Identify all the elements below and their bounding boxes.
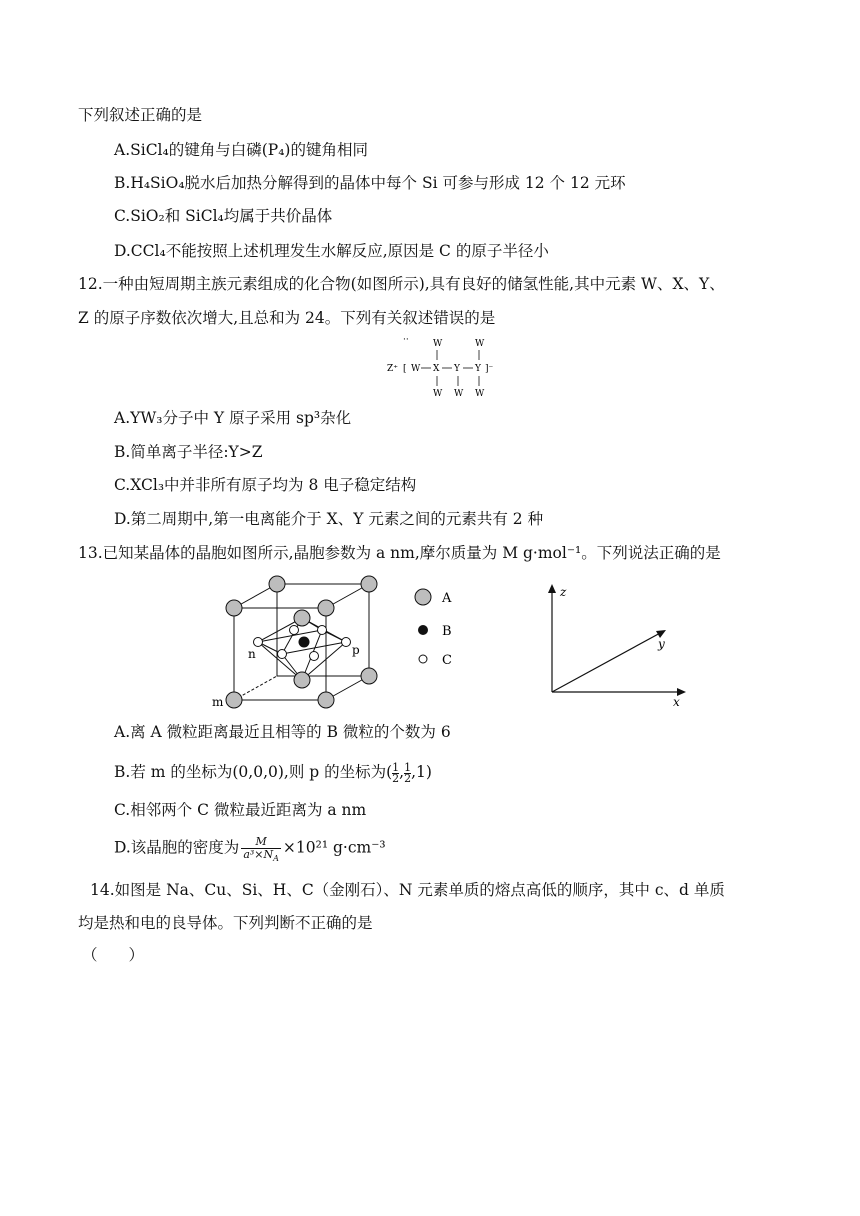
legend-b-symbol (418, 625, 428, 635)
q11-option-c: C.SiO₂和 SiCl₄均属于共价晶体 (114, 207, 333, 225)
q13-option-c: C.相邻两个 C 微粒最近距离为 a nm (114, 801, 367, 819)
x-atom: X (433, 364, 440, 374)
q13-legend (410, 586, 470, 670)
particle-a (226, 692, 242, 708)
q13-axes-diagram (540, 580, 690, 708)
particle-a (318, 692, 334, 708)
q13-option-d-text: D.该晶胞的密度为 (114, 838, 240, 857)
particle-c (310, 652, 319, 661)
q13-option-b-text: B.若 m 的坐标为(0,0,0),则 p 的坐标为( (114, 763, 393, 781)
legend-a-symbol (415, 589, 431, 605)
particle-c (318, 626, 327, 635)
particle-a (294, 610, 310, 626)
q12-structure-diagram (385, 336, 545, 400)
particle-a (294, 672, 310, 688)
axis-z-label: z (560, 585, 567, 599)
q14-stem-line2: 均是热和电的良导体。下列判断不正确的是 (78, 914, 373, 932)
density-denominator: a³×N (243, 848, 274, 861)
q11-option-a: A.SiCl₄的键角与白磷(P₄)的键角相同 (114, 141, 368, 159)
q13-unit-cell-diagram (212, 572, 392, 712)
density-denominator-sub: A (273, 854, 279, 864)
q13-option-d (114, 835, 386, 864)
particle-a (361, 668, 377, 684)
w-top-2: W (475, 339, 485, 349)
lone-pair-dots: ·· (403, 336, 409, 345)
axis-x-label: x (673, 695, 680, 708)
q13-option-b-tail: ,1) (411, 763, 432, 781)
q11-option-b: B.H₄SiO₄脱水后加热分解得到的晶体中每个 Si 可参与形成 12 个 12 元环 (114, 174, 626, 192)
w-top-1: W (433, 339, 443, 349)
density-fraction: $\frac{M}{a^3\times N_A}$ (243, 835, 279, 864)
frac-half-2: $\frac{1}{2}$ (404, 760, 412, 785)
label-n: n (248, 647, 256, 661)
left-bracket: [ (403, 364, 407, 374)
w-bottom-2: W (454, 389, 464, 399)
frac-half-1: $\frac{1}{2}$ (392, 760, 400, 785)
q12-stem-line1: 12.一种由短周期主族元素组成的化合物(如图所示),具有良好的储氢性能,其中元素 W、X、Y、 (78, 275, 725, 293)
particle-c (278, 650, 287, 659)
particle-b (299, 637, 310, 648)
q14-stem-line1: 14.如图是 Na、Cu、Si、H、C（金刚石）、N 元素单质的熔点高低的顺序，其中 c、d 单质 (90, 881, 725, 899)
legend-a-label: A (442, 591, 452, 606)
y-atom-1: Y (454, 364, 460, 374)
axis-y-label: y (658, 637, 665, 651)
q14-answer-blank: （ ） (82, 946, 145, 964)
q12-stem-line2: Z 的原子序数依次增大,且总和为 24。下列有关叙述错误的是 (78, 309, 496, 327)
label-m: m (212, 695, 224, 709)
particle-c (290, 626, 299, 635)
q13-option-a: A.离 A 微粒距离最近且相等的 B 微粒的个数为 6 (114, 723, 451, 741)
particle-a (269, 576, 285, 592)
right-bracket: ]⁻ (485, 364, 494, 374)
z-cation: Z⁺ (387, 364, 399, 374)
particle-c (342, 638, 351, 647)
legend-c-symbol (419, 655, 427, 663)
q12-option-b: B.简单离子半径:Y>Z (114, 443, 263, 461)
particle-a (361, 576, 377, 592)
w-bottom-1: W (433, 389, 443, 399)
q13-option-b: B.若 m 的坐标为(0,0,0),则 p 的坐标为( $\frac{1}{2}$ , $\frac{1}{2}$ ,1) (114, 760, 432, 785)
w-left: W (411, 364, 421, 374)
q12-option-a: A.YW₃分子中 Y 原子采用 sp³杂化 (114, 409, 352, 427)
w-bottom-3: W (475, 389, 485, 399)
label-p: p (352, 643, 360, 657)
particle-a (318, 600, 334, 616)
legend-c-label: C (442, 653, 452, 668)
q12-option-c: C.XCl₃中并非所有原子均为 8 电子稳定结构 (114, 476, 417, 494)
y-atom-2: Y (475, 364, 481, 374)
q13-stem: 13.已知某晶体的晶胞如图所示,晶胞参数为 a nm,摩尔质量为 M g·mol⁻¹。下列说法正确的是 (78, 544, 721, 562)
particle-a (226, 600, 242, 616)
q11-option-d: D.CCl₄不能按照上述机理发生水解反应,原因是 C 的原子半径小 (114, 242, 549, 260)
particle-c (254, 638, 263, 647)
legend-b-label: B (442, 624, 452, 639)
q12-option-d: D.第二周期中,第一电离能介于 X、Y 元素之间的元素共有 2 种 (114, 510, 544, 528)
intro-text: 下列叙述正确的是 (78, 106, 203, 124)
q13-option-d-tail: ×10²¹ g·cm⁻³ (282, 838, 386, 857)
